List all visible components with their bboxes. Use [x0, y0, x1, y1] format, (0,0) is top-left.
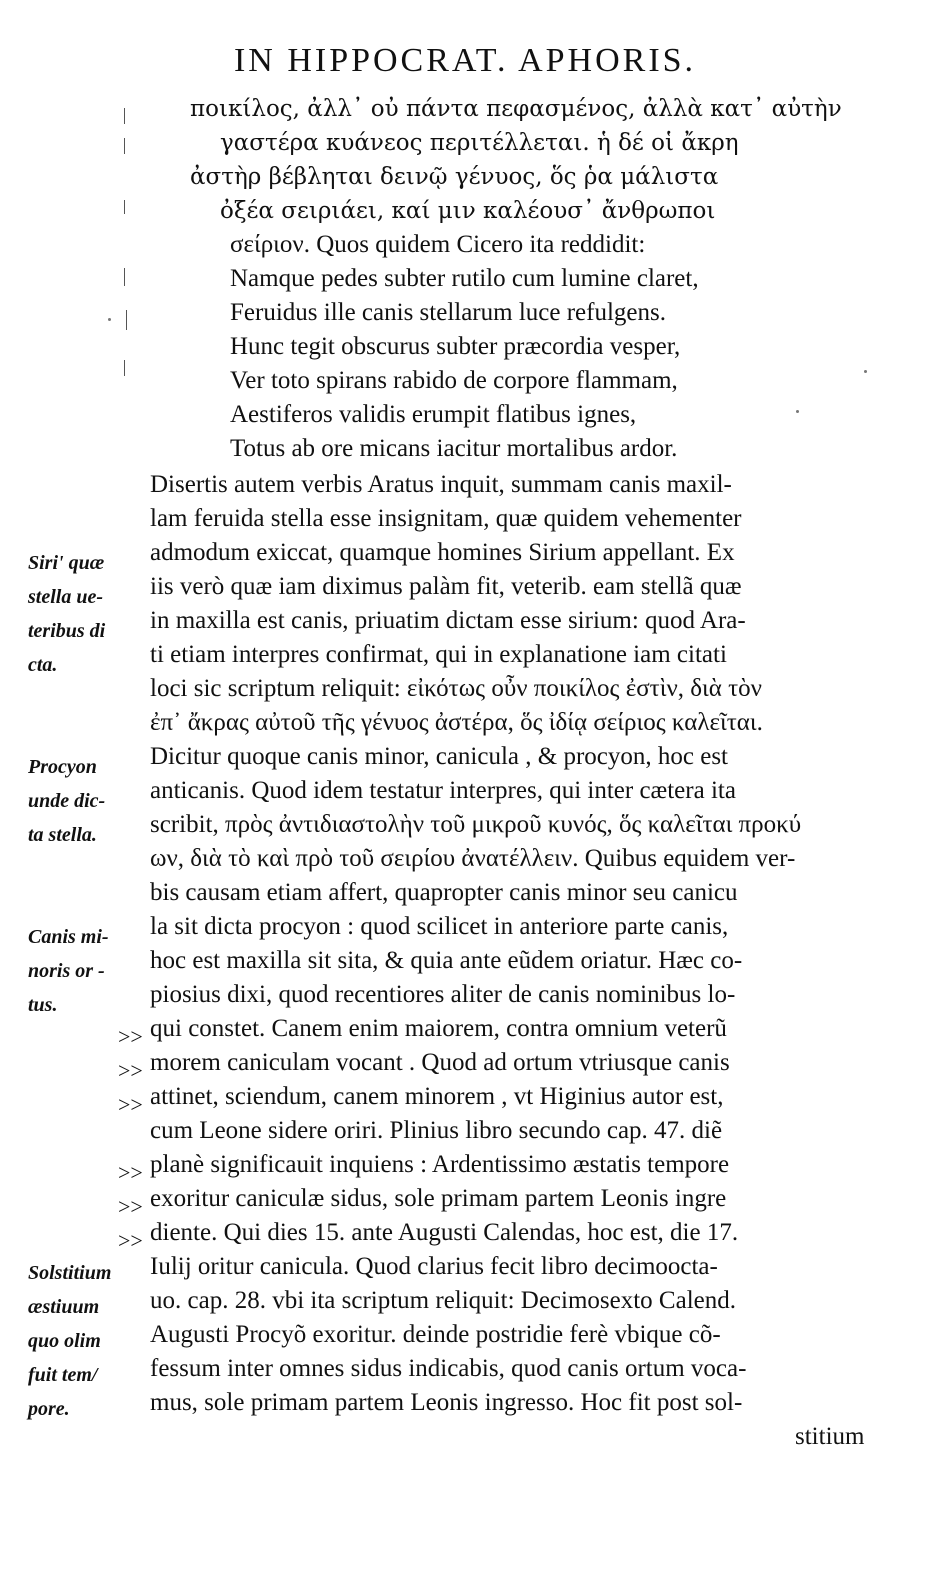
body-line-catchword: stitium [795, 1423, 865, 1450]
margin-note: tus. [28, 994, 58, 1016]
body-line: Disertis autem verbis Aratus inquit, summam canis maxil- [150, 471, 732, 498]
quote-mark: >> [118, 1058, 143, 1083]
margin-note: Siri' quæ [28, 552, 105, 574]
quote-mark: >> [118, 1160, 143, 1185]
body-line: ων, διὰ τὸ καὶ πρὸ τοῦ σειρίου ἀνατέλλειν. Quibus equidem ver- [150, 845, 796, 872]
body-line: mus, sole primam partem Leonis ingresso. Hoc fit post sol- [150, 1389, 743, 1416]
margin-note: Solstitium [28, 1262, 112, 1284]
body-line: hoc est maxilla sit sita, & quia ante eũdem oriatur. Hæc co- [150, 947, 743, 974]
verse-line: γαστέρα κυάνεος περιτέλλεται. ἡ δέ οἱ ἄκρη [220, 130, 739, 156]
body-line: morem caniculam vocant . Quod ad ortum vtriusque canis [150, 1049, 730, 1076]
body-line: uo. cap. 28. vbi ita scriptum reliquit: Decimosexto Calend. [150, 1287, 736, 1314]
print-mark [108, 318, 111, 321]
print-mark [124, 138, 125, 154]
margin-note: stella ue- [28, 586, 103, 608]
verse-line: ποικίλος, ἀλλ᾽ οὐ πάντα πεφασμένος, ἀλλὰ κατ᾽ αὐτὴν [190, 96, 842, 122]
verse-line: ἀστὴρ βέβληται δεινῷ γένυος, ὅς ῥα μάλιστα [190, 164, 719, 190]
verse-line: Feruidus ille canis stellarum luce refulgens. [230, 299, 666, 326]
print-mark [864, 370, 867, 373]
verse-line: Aestiferos validis erumpit flatibus ignes, [230, 401, 637, 428]
quote-mark: >> [118, 1228, 143, 1253]
body-line: ἐπ᾽ ἄκρας αὐτοῦ τῆς γένυος ἀστέρα, ὅς ἰδίᾳ σείριος καλεῖται. [150, 709, 763, 736]
body-line: admodum exiccat, quamque homines Sirium appellant. Ex [150, 539, 735, 566]
margin-note: unde dic- [28, 790, 106, 812]
body-line: in maxilla est canis, priuatim dictam esse sirium: quod Ara- [150, 607, 746, 634]
margin-note: teribus di [28, 620, 106, 642]
print-mark [124, 108, 125, 124]
body-line: bis causam etiam affert, quapropter canis minor seu canicu [150, 879, 738, 906]
body-line: anticanis. Quod idem testatur interpres, qui inter cætera ita [150, 777, 736, 804]
margin-note: quo olim [28, 1330, 101, 1352]
verse-line: σείριον. Quos quidem Cicero ita reddidit: [230, 231, 646, 258]
body-line: qui constet. Canem enim maiorem, contra omnium veterũ [150, 1015, 727, 1042]
body-line: scribit, πρὸς ἀντιδιαστολὴν τοῦ μικροῦ κυνός, ὅς καλεῖται προκύ [150, 811, 802, 838]
running-header: IN HIPPOCRAT. APHORIS. [233, 42, 697, 79]
body-line: lam feruida stella esse insignitam, quæ quidem vehementer [150, 505, 742, 532]
body-line: cum Leone sidere oriri. Plinius libro secundo cap. 47. diẽ [150, 1117, 723, 1144]
body-line: iis verò quæ iam diximus palàm fit, veterib. eam stellã quæ [150, 573, 742, 600]
print-mark [126, 310, 127, 330]
quote-mark: >> [118, 1194, 143, 1219]
print-mark [124, 268, 125, 286]
margin-note: pore. [28, 1398, 70, 1420]
margin-note: cta. [28, 654, 58, 676]
quote-mark: >> [118, 1092, 143, 1117]
body-line: Augusti Procyõ exoritur. deinde postridie ferè vbique cõ- [150, 1321, 721, 1348]
margin-note: Procyon [28, 756, 97, 778]
body-line: ti etiam interpres confirmat, qui in explanatione iam citati [150, 641, 727, 668]
body-line: exoritur caniculæ sidus, sole primam partem Leonis ingre [150, 1185, 727, 1212]
margin-note: æstiuum [28, 1296, 100, 1318]
margin-note: ta stella. [28, 824, 97, 846]
print-mark [796, 410, 799, 413]
verse-line: Totus ab ore micans iacitur mortalibus ardor. [230, 435, 678, 462]
body-line: attinet, sciendum, canem minorem , vt Higinius autor est, [150, 1083, 724, 1110]
verse-line: ὀξέα σειριάει, καί μιν καλέουσ᾽ ἄνθρωποι [220, 198, 716, 224]
body-line: loci sic scriptum reliquit: εἰκότως οὖν ποικίλος ἐστὶν, διὰ τὸν [150, 675, 762, 702]
margin-note: Canis mi- [28, 926, 109, 948]
body-line: la sit dicta procyon : quod scilicet in anteriore parte canis, [150, 913, 729, 940]
verse-line: Hunc tegit obscurus subter præcordia vesper, [230, 333, 681, 360]
margin-note: fuit tem/ [28, 1364, 98, 1386]
body-line: Dicitur quoque canis minor, canicula , & procyon, hoc est [150, 743, 729, 770]
verse-line: Ver toto spirans rabido de corpore flammam, [230, 367, 678, 394]
print-mark [124, 200, 125, 214]
quote-mark: >> [118, 1024, 143, 1049]
body-line: Iulij oritur canicula. Quod clarius fecit libro decimooctа- [150, 1253, 718, 1280]
print-mark [124, 360, 125, 376]
body-line: planè significauit inquiens : Ardentissimo æstatis tempore [150, 1151, 730, 1178]
body-line: piosius dixi, quod recentiores aliter de canis nominibus lo- [150, 981, 736, 1008]
margin-note: noris or - [28, 960, 105, 982]
verse-line: Namque pedes subter rutilo cum lumine claret, [230, 265, 699, 292]
body-line: diente. Qui dies 15. ante Augusti Calendas, hoc est, die 17. [150, 1219, 739, 1246]
body-line: fessum inter omnes sidus indicabis, quod canis ortum voca- [150, 1355, 747, 1382]
